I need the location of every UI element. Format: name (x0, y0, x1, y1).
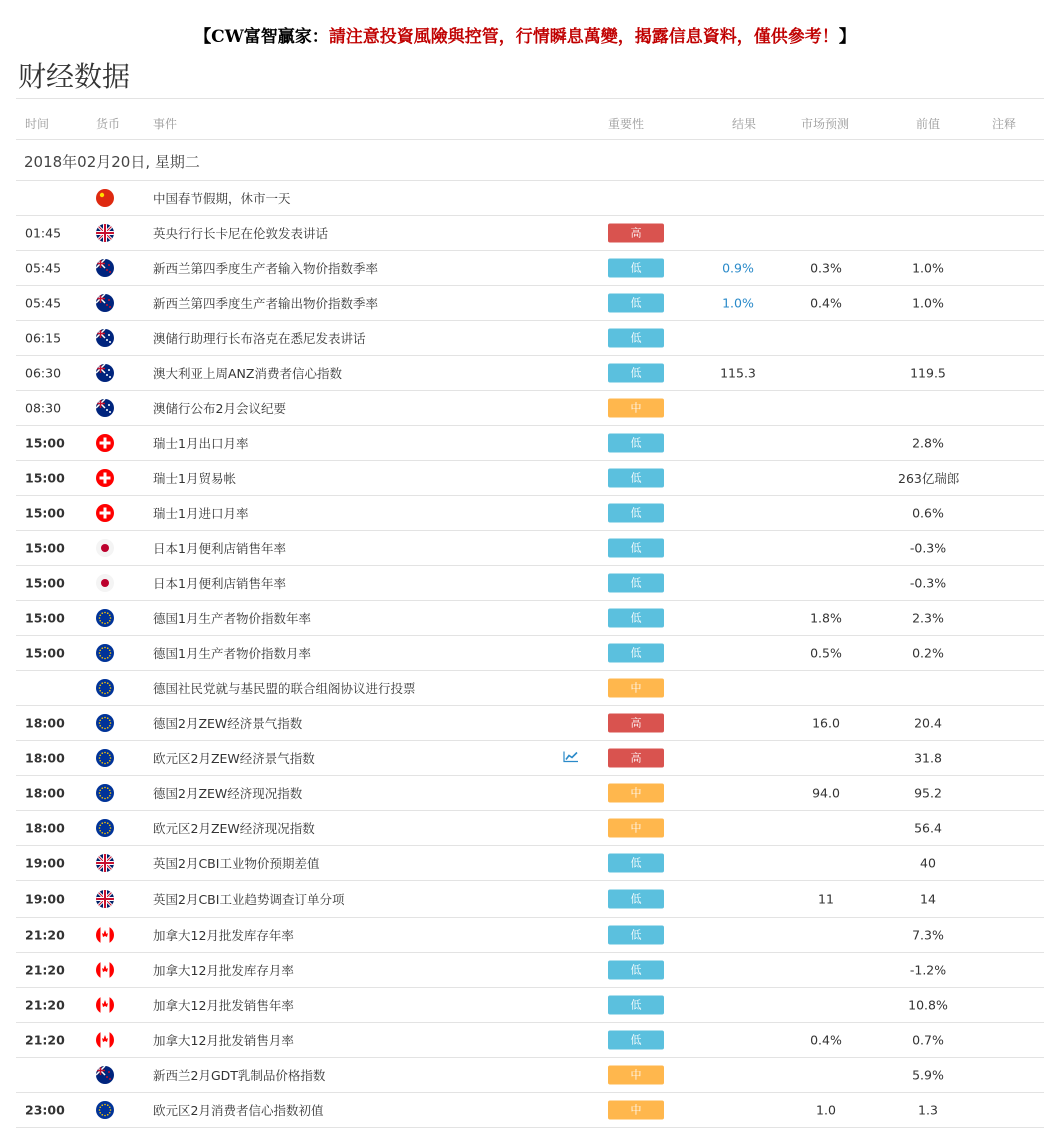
forecast-value: 1.0 (816, 1102, 836, 1118)
table-row (16, 918, 1044, 953)
table-row (16, 846, 1044, 881)
banner-notice: 請注意投資風險與控管，行情瞬息萬變，揭露信息資料，僅供參考！ (328, 27, 839, 47)
event-name[interactable]: 澳储行公布2月会议纪要 (153, 401, 286, 416)
importance-badge: 低 (608, 259, 664, 278)
previous-value: -0.3% (909, 540, 947, 556)
previous-value: 0.6% (912, 505, 944, 521)
flag-eu-icon (96, 679, 114, 697)
previous-value: -0.3% (909, 575, 947, 591)
calendar-table (16, 98, 1044, 1128)
flag-cn-icon (96, 189, 114, 207)
table-row (16, 356, 1044, 391)
flag-ca-icon (96, 926, 114, 944)
importance-badge: 中 (608, 679, 664, 698)
importance-badge: 低 (608, 434, 664, 453)
header-notes: 注释 (992, 117, 1017, 131)
event-name[interactable]: 日本1月便利店销售年率 (153, 576, 286, 591)
table-row (16, 461, 1044, 496)
event-name[interactable]: 英国2月CBI工业物价预期差值 (153, 856, 320, 871)
flag-eu-icon (96, 609, 114, 627)
importance-badge: 低 (608, 539, 664, 558)
forecast-value: 16.0 (812, 715, 840, 731)
event-name[interactable]: 新西兰2月GDT乳制品价格指数 (153, 1068, 326, 1083)
event-time: 18:00 (25, 785, 65, 801)
event-name[interactable]: 瑞士1月出口月率 (153, 436, 249, 451)
table-row (16, 988, 1044, 1023)
table-row (16, 181, 1044, 216)
table-row (16, 953, 1044, 988)
event-name[interactable]: 德国2月ZEW经济景气指数 (153, 716, 303, 731)
table-row (16, 811, 1044, 846)
table-row (16, 286, 1044, 321)
flag-eu-icon (96, 819, 114, 837)
header-result: 结果 (732, 117, 757, 131)
table-row (16, 391, 1044, 426)
flag-ca-icon (96, 1031, 114, 1049)
flag-eu-icon (96, 714, 114, 732)
forecast-value: 0.4% (810, 1032, 842, 1048)
event-name[interactable]: 瑞士1月贸易帐 (153, 471, 236, 486)
table-row (16, 1093, 1044, 1128)
event-name[interactable]: 新西兰第四季度生产者输入物价指数季率 (153, 261, 379, 276)
event-time: 06:30 (25, 365, 62, 381)
importance-badge: 低 (608, 329, 664, 348)
flag-uk-icon (96, 890, 114, 908)
table-row (16, 531, 1044, 566)
flag-nz-icon (96, 259, 114, 277)
header-time: 时间 (25, 117, 50, 131)
event-name[interactable]: 英国2月CBI工业趋势调查订单分项 (153, 892, 345, 907)
header-previous: 前值 (916, 117, 941, 131)
importance-badge: 低 (608, 644, 664, 663)
importance-badge: 低 (608, 294, 664, 313)
importance-badge: 低 (608, 469, 664, 488)
event-time: 15:00 (25, 505, 65, 521)
flag-ch-icon (96, 504, 114, 522)
table-row (16, 636, 1044, 671)
banner-suffix: 】 (838, 27, 856, 47)
importance-badge: 中 (608, 819, 664, 838)
table-row (16, 881, 1044, 918)
event-time: 08:30 (25, 400, 62, 416)
table-row (16, 1058, 1044, 1093)
flag-eu-icon (96, 784, 114, 802)
table-row (16, 706, 1044, 741)
actual-value: 1.0% (722, 295, 754, 311)
event-time: 18:00 (25, 715, 65, 731)
event-name[interactable]: 加拿大12月批发库存月率 (153, 963, 294, 978)
previous-value: 0.7% (912, 1032, 944, 1048)
event-name[interactable]: 加拿大12月批发库存年率 (153, 928, 294, 943)
forecast-value: 0.3% (810, 260, 842, 276)
previous-value: 40 (920, 855, 936, 871)
actual-value: 115.3 (720, 365, 756, 381)
table-row (16, 1023, 1044, 1058)
previous-value: 2.8% (912, 435, 944, 451)
event-time: 19:00 (25, 891, 65, 907)
importance-badge: 高 (608, 749, 664, 768)
forecast-value: 0.4% (810, 295, 842, 311)
event-name[interactable]: 德国1月生产者物价指数月率 (153, 646, 311, 661)
importance-badge: 中 (608, 1066, 664, 1085)
event-time: 05:45 (25, 260, 62, 276)
previous-value: 56.4 (914, 820, 942, 836)
event-time: 23:00 (25, 1102, 65, 1118)
event-time: 15:00 (25, 575, 65, 591)
flag-uk-icon (96, 224, 114, 242)
previous-value: 1.0% (912, 260, 944, 276)
flag-jp-icon (96, 539, 114, 557)
importance-badge: 低 (608, 961, 664, 980)
flag-au-icon (96, 329, 114, 347)
flag-au-icon (96, 364, 114, 382)
flag-uk-icon (96, 854, 114, 872)
header-forecast: 市场预测 (801, 117, 850, 131)
previous-value: 119.5 (910, 365, 946, 381)
forecast-value: 11 (818, 891, 834, 907)
importance-badge: 高 (608, 224, 664, 243)
event-time: 15:00 (25, 470, 65, 486)
previous-value: 263亿瑞郎 (898, 471, 960, 486)
previous-value: 14 (920, 891, 936, 907)
previous-value: 1.0% (912, 295, 944, 311)
forecast-value: 94.0 (812, 785, 840, 801)
event-time: 21:20 (25, 1032, 65, 1048)
importance-badge: 低 (608, 890, 664, 909)
previous-value: 2.3% (912, 610, 944, 626)
previous-value: 5.9% (912, 1067, 944, 1083)
forecast-value: 0.5% (810, 645, 842, 661)
importance-badge: 低 (608, 574, 664, 593)
table-row (16, 321, 1044, 356)
flag-jp-icon (96, 574, 114, 592)
event-time: 05:45 (25, 295, 62, 311)
event-time: 18:00 (25, 750, 65, 766)
table-row (16, 251, 1044, 286)
event-name[interactable]: 德国2月ZEW经济现况指数 (153, 786, 303, 801)
date-label: 2018年02月20日, 星期二 (24, 153, 200, 171)
event-name[interactable]: 加拿大12月批发销售年率 (153, 998, 294, 1013)
importance-badge: 低 (608, 926, 664, 945)
event-name[interactable]: 日本1月便利店销售年率 (153, 541, 286, 556)
previous-value: 10.8% (908, 997, 948, 1013)
flag-nz-icon (96, 1066, 114, 1084)
date-header (16, 140, 1044, 181)
table-row (16, 566, 1044, 601)
table-row (16, 216, 1044, 251)
event-time: 15:00 (25, 610, 65, 626)
flag-eu-icon (96, 749, 114, 767)
importance-badge: 低 (608, 1031, 664, 1050)
header-currency: 货币 (96, 117, 121, 131)
flag-eu-icon (96, 1101, 114, 1119)
flag-eu-icon (96, 644, 114, 662)
flag-ch-icon (96, 434, 114, 452)
previous-value: 31.8 (914, 750, 942, 766)
actual-value: 0.9% (722, 260, 754, 276)
previous-value: -1.2% (909, 962, 947, 978)
importance-badge: 低 (608, 996, 664, 1015)
event-name[interactable]: 欧元区2月ZEW经济景气指数 (153, 751, 315, 766)
event-time: 01:45 (25, 225, 62, 241)
flag-ca-icon (96, 961, 114, 979)
table-row (16, 496, 1044, 531)
importance-badge: 低 (608, 609, 664, 628)
importance-badge: 低 (608, 504, 664, 523)
event-time: 15:00 (25, 540, 65, 556)
event-name[interactable]: 中国春节假期，休市一天 (153, 191, 291, 206)
event-time: 06:15 (25, 330, 62, 346)
event-name[interactable]: 澳储行助理行长布洛克在悉尼发表讲话 (153, 331, 366, 346)
flag-au-icon (96, 399, 114, 417)
event-time: 21:20 (25, 927, 65, 943)
flag-ch-icon (96, 469, 114, 487)
page-title: 财经数据 (18, 60, 131, 93)
table-row (16, 426, 1044, 461)
importance-badge: 低 (608, 364, 664, 383)
event-name[interactable]: 德国1月生产者物价指数年率 (153, 611, 311, 626)
importance-badge: 中 (608, 399, 664, 418)
event-time: 18:00 (25, 820, 65, 836)
previous-value: 1.3 (918, 1102, 938, 1118)
event-name[interactable]: 加拿大12月批发销售月率 (153, 1033, 294, 1048)
event-name[interactable]: 英央行行长卡尼在伦敦发表讲话 (153, 226, 329, 241)
flag-ca-icon (96, 996, 114, 1014)
previous-value: 7.3% (912, 927, 944, 943)
event-time: 15:00 (25, 645, 65, 661)
flag-nz-icon (96, 294, 114, 312)
table-row (16, 671, 1044, 706)
importance-badge: 低 (608, 854, 664, 873)
banner-prefix: 【CW富智贏家： (194, 27, 329, 47)
importance-badge: 中 (608, 1101, 664, 1120)
line-chart-icon[interactable] (563, 751, 579, 766)
table-header (16, 99, 1044, 140)
previous-value: 0.2% (912, 645, 944, 661)
importance-badge: 中 (608, 784, 664, 803)
event-time: 21:20 (25, 997, 65, 1013)
forecast-value: 1.8% (810, 610, 842, 626)
header-importance: 重要性 (608, 117, 645, 131)
previous-value: 95.2 (914, 785, 942, 801)
table-row (16, 601, 1044, 636)
importance-badge: 高 (608, 714, 664, 733)
event-time: 15:00 (25, 435, 65, 451)
event-time: 19:00 (25, 855, 65, 871)
previous-value: 20.4 (914, 715, 942, 731)
header-event: 事件 (153, 117, 178, 131)
event-name[interactable]: 瑞士1月进口月率 (153, 506, 249, 521)
event-name[interactable]: 新西兰第四季度生产者输出物价指数季率 (153, 296, 379, 311)
event-time: 21:20 (25, 962, 65, 978)
event-rows (16, 181, 1044, 1128)
event-name[interactable]: 欧元区2月ZEW经济现况指数 (153, 821, 315, 836)
event-name[interactable]: 欧元区2月消费者信心指数初值 (153, 1103, 324, 1118)
event-name[interactable]: 澳大利亚上周ANZ消费者信心指数 (153, 366, 342, 381)
risk-banner (0, 22, 1050, 47)
event-name[interactable]: 德国社民党就与基民盟的联合组阁协议进行投票 (153, 681, 416, 696)
table-row (16, 776, 1044, 811)
table-row (16, 741, 1044, 776)
